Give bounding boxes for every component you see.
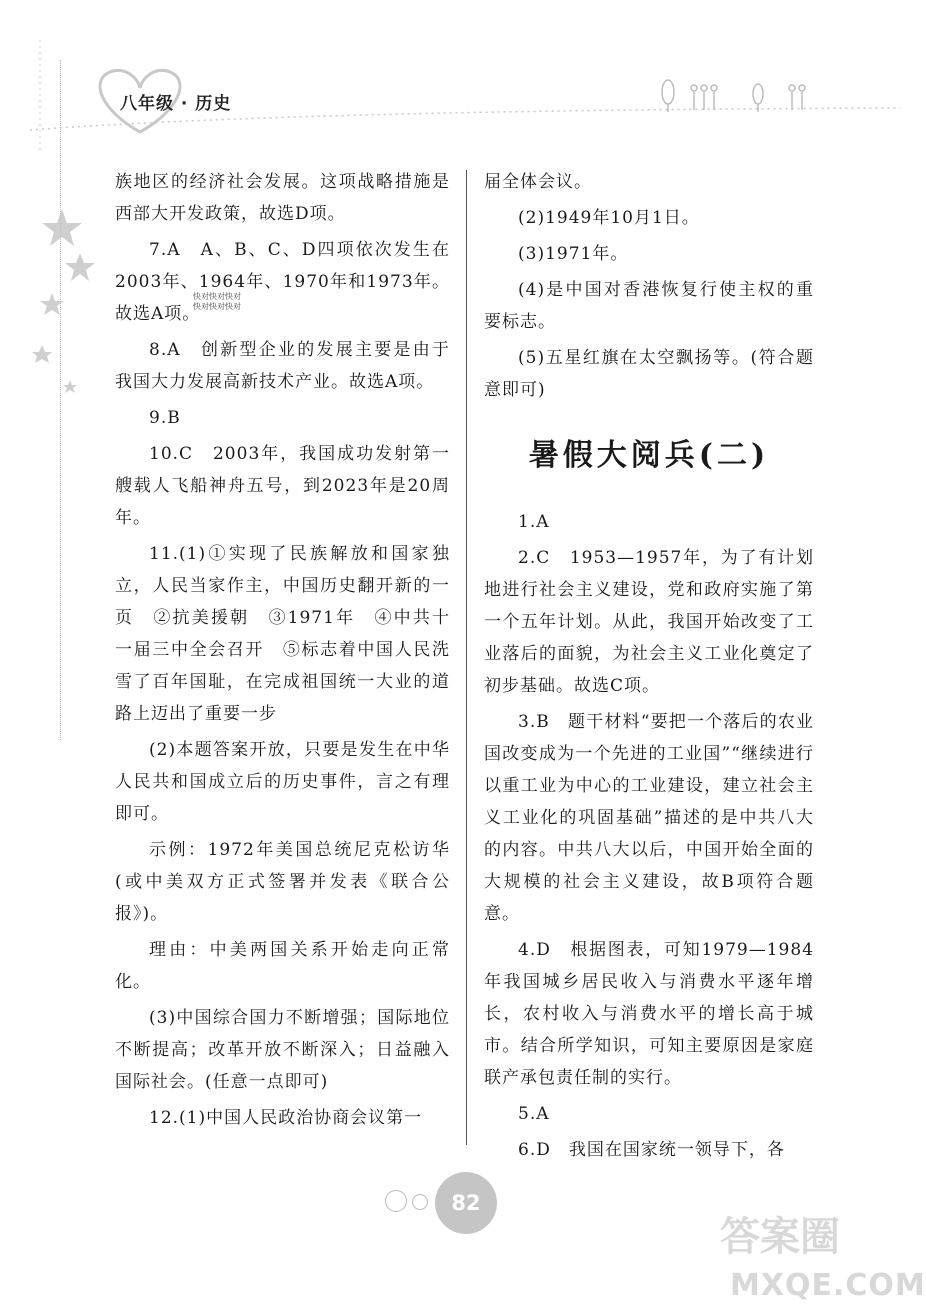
stamp: 快对快对快对 快对快对快对 [193,292,241,311]
page-number-badge [435,1172,497,1234]
decor-circle [385,1190,407,1212]
plant-icon [662,80,805,112]
answer-11: 11.(1)①实现了民族解放和国家独立，人民当家作主，中国历史翻开新的一页 ②抗美援朝 ③1971年 ④中共十一届三中全会召开 ⑤标志着中国人民洗雪了百年国耻，在完成祖国统一大业的道路上迈出了重要一步 [115,544,450,724]
page-header [0,0,900,150]
section-title: 暑假大阅兵(二) [528,438,770,473]
page-number: 82 [435,1172,497,1234]
answer-12-4: (4)是中国对香港恢复行使主权的重要标志。 [484,280,814,332]
paragraph: 族地区的经济社会发展。这项战略措施是西部大开发政策，故选D项。 [115,172,450,224]
stars-decoration [20,195,120,615]
answer-1: 1.A [518,512,550,532]
answer-5: 5.A [518,1104,550,1124]
decor-circle [412,1194,428,1210]
answer-4: 4.D 根据图表，可知1979—1984年我国城乡居民收入与消费水平逐年增长，农村收入与消费水平的增长高于城市。结合所学知识，可知主要原因是家庭联产承包责任制的实行。 [484,940,814,1088]
watermark-logo: 答案圈 [720,1214,840,1260]
answer-11-3: (3)中国综合国力不断增强；国际地位不断提高；改革开放不断深入；日益融入国际社会。(任意一点即可) [115,1008,450,1092]
header-decoration [0,0,900,150]
answer-9: 9.B [149,408,181,428]
answer-11-reason: 理由：中美两国关系开始走向正常化。 [115,940,450,992]
star-icon [63,380,77,393]
left-margin-line [60,60,61,740]
right-column [484,166,814,1170]
star-icon [32,345,52,363]
answer-6: 6.D 我国在国家统一领导下，各 [518,1140,785,1160]
answer-8: 8.A 创新型企业的发展主要是由于我国大力发展高新技术产业。故选A项。 [115,340,450,392]
star-icon [42,209,82,246]
answer-3: 3.B 题干材料“要把一个落后的农业国改变成为一个先进的工业国”“继续进行以重工业为中心的工业建设，建立社会主义工业化的巩固基础”描述的是中共八大的内容。中共八大以后，中国开始全面的大规模的社会主义建设，故B项符合题意。 [484,712,814,924]
answer-7: 7.A A、B、C、D四项依次发生在2003年、1964年、1970年和1973年。故选A项。 [115,240,450,324]
answer-12: 12.(1)中国人民政治协商会议第一 [149,1108,423,1128]
answer-12-2: (2)1949年10月1日。 [518,208,700,228]
header-title: 八年级 · 历史 [120,94,232,114]
paragraph: 届全体会议。 [484,172,592,192]
answer-2: 2.C 1953—1957年，为了有计划地进行社会主义建设，党和政府实施了第一个五年计划。从此，我国开始改变了工业落后的面貌，为社会主义工业化奠定了初步基础。故选C项。 [484,548,814,696]
answer-10: 10.C 2003年，我国成功发射第一艘载人飞船神舟五号，到2023年是20周年。 [115,444,450,528]
left-column [115,166,450,1138]
column-divider [466,170,467,1145]
star-icon [65,253,95,281]
answer-12-3: (3)1971年。 [518,244,629,264]
watermark-url: MXQE.COM [730,1268,926,1303]
answer-11-2: (2)本题答案开放，只要是发生在中华人民共和国成立后的历史事件，言之有理即可。 [115,740,450,824]
answer-11-example: 示例：1972年美国总统尼克松访华(或中美双方正式签署并发表《联合公报》)。 [115,840,450,924]
answer-12-5: (5)五星红旗在太空飘扬等。(符合题意即可) [484,348,814,400]
